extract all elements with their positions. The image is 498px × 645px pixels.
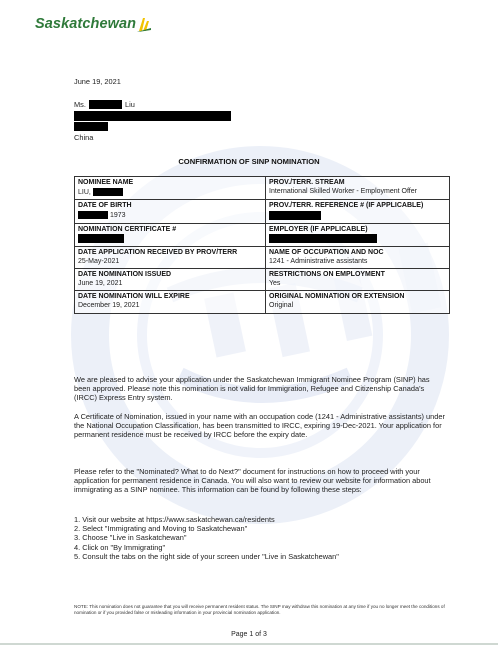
cell-value: LIU, xyxy=(78,188,91,196)
redacted-given-name xyxy=(93,188,123,196)
cell-label: NOMINEE NAME xyxy=(78,179,134,186)
redacted-certificate-number xyxy=(78,234,124,243)
certificate-value-wrap xyxy=(78,234,262,244)
list-item: 1. Visit our website at https://www.saskatchewan.ca/residents xyxy=(74,515,275,524)
table-row xyxy=(75,247,450,269)
table-row xyxy=(75,177,450,200)
dob-value-wrap xyxy=(78,211,262,220)
restrictions-cell xyxy=(266,269,450,291)
cell-value: 1241 - Administrative assistants xyxy=(269,257,368,265)
original-extension-cell xyxy=(266,291,450,313)
certificate-paragraph: A Certificate of Nomination, issued in your name with an occupation code (1241 - Administrative assistants) under the National Occupation Classification, has been transmitted to IRCC, expiring 19-Dec-2021. Your application for permanent residence must be received by IRCC before the expiry date. xyxy=(74,412,445,440)
cell-label: DATE NOMINATION WILL EXPIRE xyxy=(78,293,190,301)
certificate-cell xyxy=(75,223,266,247)
cell-value: 1973 xyxy=(109,211,126,219)
wheat-sheaf-icon xyxy=(137,16,151,32)
stream-cell xyxy=(266,177,450,200)
table-row xyxy=(75,223,450,247)
occupation-cell xyxy=(266,247,450,269)
footer-note: NOTE: This nomination does not guarantee that you will receive permanent resident status. The SINP may withdraw this nomination at any time if you no longer meet the conditions of nomination or if you provided false or misleading information in your provincial nomination application. xyxy=(74,604,445,616)
reference-cell xyxy=(266,200,450,224)
cell-label: DATE NOMINATION ISSUED xyxy=(78,271,172,279)
redacted-first-name xyxy=(89,100,122,109)
salutation-prefix: Ms. xyxy=(74,100,86,109)
nominee-name-value-wrap xyxy=(78,188,262,197)
redacted-employer-name xyxy=(269,234,377,243)
cell-value: Yes xyxy=(269,279,281,287)
cell-value: 25-May-2021 xyxy=(78,257,120,265)
saskatchewan-logo xyxy=(35,16,151,32)
logo-text: Saskatchewan xyxy=(35,16,137,32)
cell-label: DATE APPLICATION RECEIVED BY PROV/TERR xyxy=(78,249,238,257)
page-number: Page 1 of 3 xyxy=(231,631,267,638)
employer-value-wrap xyxy=(269,234,446,244)
cell-label: NAME OF OCCUPATION AND NOC xyxy=(269,249,384,257)
country: China xyxy=(74,133,94,142)
redacted-birth-day-month xyxy=(78,211,108,219)
instructions-paragraph: Please refer to the "Nominated? What to do Next?" document for instructions on how to proceed with your application for permanent residence in Canada. You will also want to review our website for information about immigrating as a SINP nominee. This information can be found by following these steps: xyxy=(74,467,431,495)
list-item: 4. Click on "By Immigrating" xyxy=(74,542,166,552)
document-title: CONFIRMATION OF SINP NOMINATION xyxy=(178,157,320,166)
list-item: 5. Consult the tabs on the right side of your screen under "Live in Saskatchewan" xyxy=(74,551,339,561)
surname: Liu xyxy=(125,100,135,109)
cell-value: Original xyxy=(269,302,294,310)
cell-label: EMPLOYER (IF APPLICABLE) xyxy=(269,225,368,233)
table-row xyxy=(75,291,450,313)
cell-value: December 19, 2021 xyxy=(78,302,140,310)
nomination-issued-cell xyxy=(75,269,266,291)
cell-label: DATE OF BIRTH xyxy=(78,202,132,210)
employer-cell xyxy=(266,223,450,247)
redacted-address-line-2 xyxy=(74,122,108,131)
cell-label: PROV./TERR. STREAM xyxy=(269,179,345,186)
application-received-cell xyxy=(75,247,266,269)
redacted-address-line-1 xyxy=(74,111,231,121)
nomination-expire-cell xyxy=(75,291,266,313)
cell-value: June 19, 2021 xyxy=(78,279,123,287)
nominee-name-cell xyxy=(75,177,266,200)
list-item: 3. Choose "Live in Saskatchewan" xyxy=(74,533,187,543)
table-row xyxy=(75,269,450,291)
cell-value: International Skilled Worker - Employment Offer xyxy=(269,187,417,195)
steps-list xyxy=(74,515,446,561)
reference-value-wrap xyxy=(269,211,446,221)
list-item: 2. Select "Immigrating and Moving to Saskatchewan" xyxy=(74,524,248,534)
redacted-reference-number xyxy=(269,211,321,220)
table-row xyxy=(75,200,450,224)
approval-paragraph: We are pleased to advise your application under the Saskatchewan Immigrant Nominee Program (SINP) has been approved. Please note this nomination is not valid for Immigration, Refugee and Citizenship Canada's (IRCC) Express Entry system. xyxy=(74,375,430,403)
nomination-details-table xyxy=(74,176,450,314)
cell-label: ORIGINAL NOMINATION OR EXTENSION xyxy=(269,293,405,301)
cell-label: RESTRICTIONS ON EMPLOYMENT xyxy=(269,271,385,279)
cell-label: NOMINATION CERTIFICATE # xyxy=(78,225,177,233)
date-of-birth-cell xyxy=(75,200,266,224)
letter-date: June 19, 2021 xyxy=(74,77,121,86)
cell-label: PROV./TERR. REFERENCE # (IF APPLICABLE) xyxy=(269,202,424,210)
